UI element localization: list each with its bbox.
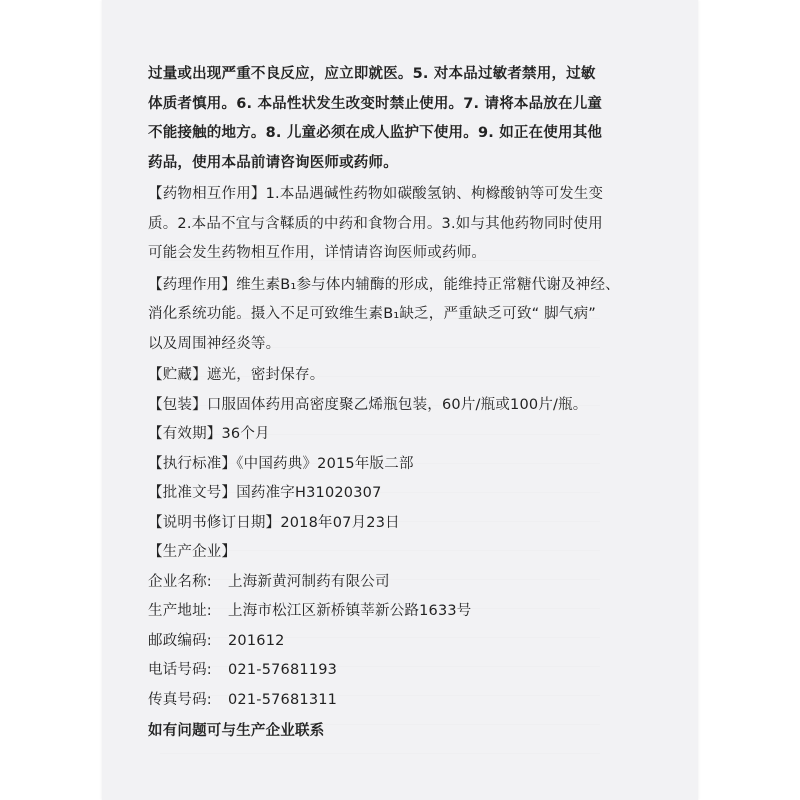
warning-line: 药品，使用本品前请咨询医师或药师。 — [148, 154, 398, 171]
interactions-line: 1.本品遇碱性药物如碳酸氢钠、枸橼酸钠等可发生变 — [265, 186, 604, 202]
section-label: 【贮藏】 — [148, 367, 207, 383]
field-key: 电话号码: — [148, 662, 212, 678]
manufacturer-postcode-row — [148, 627, 658, 657]
interactions-line: 质。2.本品不宜与含鞣质的中药和食物合用。3.如与其他药物同时使用 — [148, 215, 603, 232]
field-value: 上海新黄河制药有限公司 — [228, 573, 390, 590]
warnings-section — [148, 60, 658, 178]
field-key: 传真号码: — [148, 691, 212, 708]
manufacturer-address-row — [148, 597, 658, 627]
revision-row — [148, 509, 658, 539]
field-value: 上海市松江区新桥镇莘新公路1633号 — [228, 603, 472, 619]
warning-line: 过量或出现严重不良反应，应立即就医。5. 对本品过敏者禁用，过敏 — [148, 66, 596, 82]
field-key: 生产地址: — [148, 603, 212, 619]
interactions-section — [148, 180, 658, 269]
warning-line: 不能接触的地方。8. 儿童必须在成人监护下使用。9. 如正在使用其他 — [148, 125, 603, 141]
section-label: 【药理作用】 — [148, 276, 237, 293]
revision-value: 2018年07月23日 — [280, 514, 400, 531]
section-label: 【包装】 — [148, 396, 207, 413]
section-label: 【执行标准】 — [148, 455, 237, 472]
approval-value: 国药准字H31020307 — [236, 485, 382, 501]
field-value: 021-57681193 — [228, 662, 338, 678]
validity-row — [148, 420, 658, 450]
section-label: 【有效期】 — [148, 426, 222, 442]
pharmacology-section — [148, 271, 658, 360]
leaflet-content — [148, 60, 658, 747]
packaging-value: 口服固体药用高密度聚乙烯瓶包装，60片/瓶或100片/瓶。 — [206, 396, 588, 413]
manufacturer-fax-row — [148, 686, 658, 716]
manufacturer-phone-row — [148, 656, 658, 686]
manufacturer-heading: 【生产企业】 — [148, 544, 237, 560]
standard-value: 《中国药典》2015年版二部 — [236, 455, 414, 472]
section-label: 【药物相互作用】 — [148, 186, 266, 202]
field-key: 企业名称: — [148, 573, 212, 590]
validity-value: 36个月 — [221, 426, 270, 442]
storage-value: 遮光，密封保存。 — [206, 367, 325, 383]
standard-row — [148, 450, 658, 480]
interactions-line: 可能会发生药物相互作用，详情请咨询医师或药师。 — [148, 245, 487, 261]
field-value: 201612 — [228, 632, 285, 649]
pharmacology-line: 以及周围神经炎等。 — [148, 335, 281, 352]
section-label: 【说明书修订日期】 — [148, 514, 281, 531]
field-key: 邮政编码: — [148, 632, 212, 649]
manufacturer-name-row — [148, 568, 658, 598]
contact-note: 如有问题可与生产企业联系 — [148, 723, 325, 739]
warning-line: 体质者慎用。6. 本品性状发生改变时禁止使用。7. 请将本品放在儿童 — [148, 95, 603, 112]
pharmacology-line: 维生素B₁参与体内辅酶的形成，能维持正常糖代谢及神经、 — [236, 276, 620, 293]
field-value: 021-57681311 — [228, 691, 338, 708]
approval-row — [148, 479, 658, 509]
manufacturer-details — [148, 568, 658, 716]
section-label: 【批准文号】 — [148, 485, 237, 501]
pharmacology-line: 消化系统功能。摄入不足可致维生素B₁缺乏，严重缺乏可致“ 脚气病” — [148, 306, 596, 322]
storage-row — [148, 361, 658, 391]
packaging-row — [148, 391, 658, 421]
